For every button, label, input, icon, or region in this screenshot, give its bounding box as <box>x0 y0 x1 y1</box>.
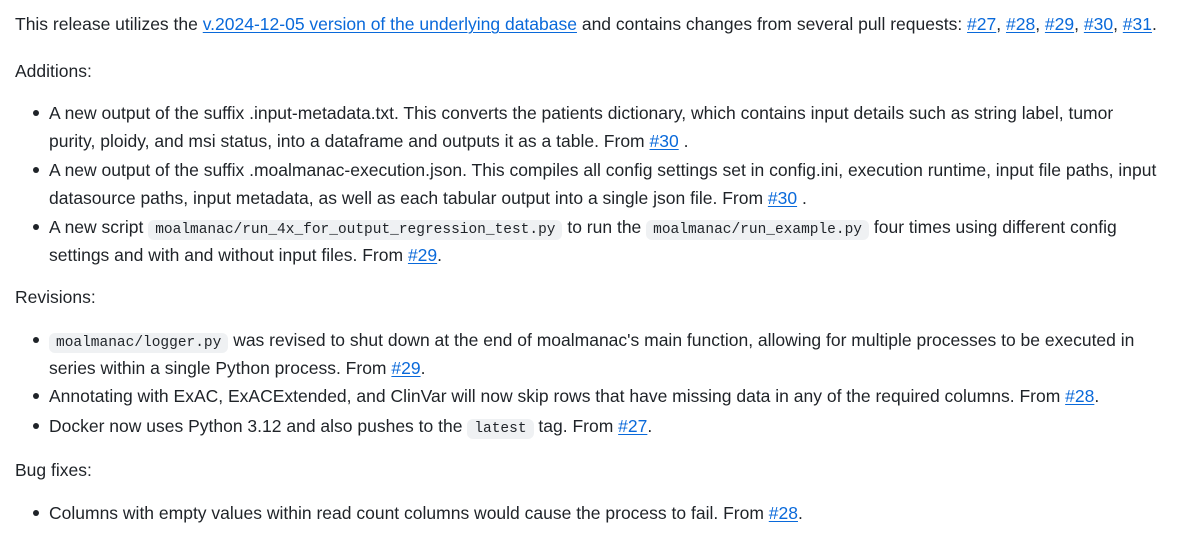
revisions-heading: Revisions: <box>15 287 96 307</box>
bullet-icon <box>33 167 39 173</box>
pr-link[interactable]: #30 <box>767 188 798 208</box>
bullet-icon <box>33 423 39 429</box>
pr-link-29[interactable]: #29 <box>1044 14 1075 34</box>
intro-paragraph: This release utilizes the v.2024-12-05 version of the underlying database and contains changes from several pull requests: #27, #28, #29, #30, #31. <box>15 14 1157 34</box>
inline-code: moalmanac/run_example.py <box>646 220 869 240</box>
intro-prefix: This release utilizes the <box>15 14 203 34</box>
bullet-icon <box>33 510 39 516</box>
inline-code: moalmanac/run_4x_for_output_regression_test.py <box>148 220 562 240</box>
pr-link[interactable]: #29 <box>407 245 438 265</box>
bullet-icon <box>33 393 39 399</box>
release-notes: This release utilizes the v.2024-12-05 version of the underlying database and contains changes from several pull requests: #27, #28, #29, #30, #31. Additions: A new output of the suffix .input-metadata.txt. This converts the patients dictionary, which contains input details such as string label, tumor purity, ploidy, and msi status, into a dataframe and outputs it as a table. From #30 . A new output of the suffix .moalmanac-execution.json. This compiles all config settings set in config.ini, execution runtime, input file paths, input datasource paths, input metadata, as well as each tabular output into a single json file. From #30 . A new script moalmanac/run_4x_for_output_regression_test.py to run the moalmanac/run_example.py four times using different config settings and with and without input files. From #29. Revisions: moalmanac/logger.py was revised to shut down at the end of moalmanac's main function, allowing for multiple processes to be executed in series within a single Python process. From #29. Annotating with ExAC, ExACExtended, and ClinVar will now skip rows that have missing data in any of the required columns. From #28. Docker now uses Python 3.12 and also pushes to the latest tag. From #27. Bug fixes: Columns with empty values within read count columns would cause the process to fail. From #28. <box>0 0 1200 550</box>
pr-link[interactable]: #29 <box>391 358 421 378</box>
additions-heading: Additions: <box>15 61 92 81</box>
bullet-icon <box>33 110 39 116</box>
pr-link[interactable]: #28 <box>1065 386 1095 406</box>
bullet-icon <box>33 224 39 230</box>
pr-link[interactable]: #28 <box>768 503 798 523</box>
pr-link-31[interactable]: #31 <box>1122 14 1152 34</box>
pr-link-28[interactable]: #28 <box>1005 14 1036 34</box>
pr-link[interactable]: #30 <box>649 131 679 151</box>
inline-code: latest <box>467 419 533 439</box>
bullet-icon <box>33 337 39 343</box>
database-version-link[interactable]: v.2024-12-05 version of the underlying database <box>202 14 577 34</box>
intro-mid: and contains changes from several pull requests: <box>576 14 968 34</box>
pr-link-30[interactable]: #30 <box>1083 14 1114 34</box>
pr-link-27[interactable]: #27 <box>967 14 997 34</box>
inline-code: moalmanac/logger.py <box>49 333 228 353</box>
bugfixes-heading: Bug fixes: <box>15 460 92 480</box>
pr-link[interactable]: #27 <box>618 416 648 436</box>
